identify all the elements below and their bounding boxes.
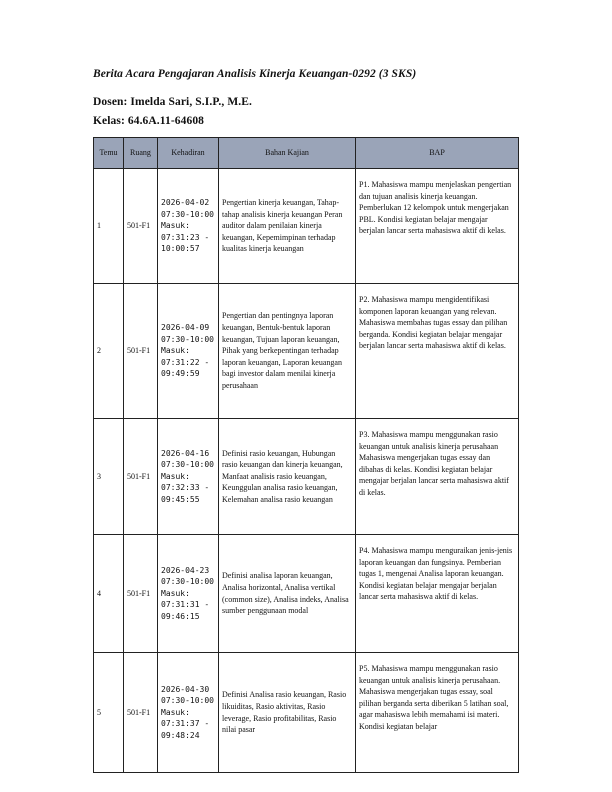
teaching-record-table [93,137,519,773]
table-row [94,284,519,419]
ruang-cell: 501-F1 [124,169,158,284]
temu-cell: 3 [94,419,124,535]
ruang-cell: 501-F1 [124,419,158,535]
bap-cell: P4. Mahasiswa mampu menguraikan jenis-jenis laporan keuangan dan fungsinya. Pemberian tugas 1, mengenai Analisa laporan keuangan. Kondisi kegiatan belajar mengajar berjalan lancar serta mahasiswa aktif di kelas. [356,535,519,653]
bahan-kajian-cell: Pengertian kinerja keuangan, Tahap-tahap analisis kinerja keuangan Peran auditor dalam penilaian kinerja keuangan, Kepemimpinan terhadap kualitas kinerja keuangan [219,169,356,284]
ruang-cell: 501-F1 [124,284,158,419]
bap-cell: P3. Mahasiswa mampu menggunakan rasio keuangan untuk analisis kinerja perusahaan Mahasiswa mengerjakan tugas essay dan dibahas di kelas. Kondisi kegiatan belajar mengajar berjalan lancar serta mahasiswa aktif di kelas. [356,419,519,535]
ruang-cell: 501-F1 [124,535,158,653]
table-row [94,169,519,284]
kehadiran-cell: 2026-04-02 07:30-10:00 Masuk: 07:31:23 - 10:00:57 [158,169,219,284]
kehadiran-cell: 2026-04-30 07:30-10:00 Masuk: 07:31:37 - 09:48:24 [158,653,219,773]
column-header-ruang: Ruang [124,138,158,169]
column-header-bahan-kajian: Bahan Kajian [219,138,356,169]
bap-cell: P5. Mahasiswa mampu menggunakan rasio keuangan untuk analisis kinerja perusahaan. Mahasiswa mengerjakan tugas essay, soal pilihan berganda serta diberikan 5 latihan soal, agar mahasiswa lebih memahami isi materi. Kondisi kegiatan belajar [356,653,519,773]
column-header-bap: BAP [356,138,519,169]
ruang-cell: 501-F1 [124,653,158,773]
kehadiran-cell: 2026-04-16 07:30-10:00 Masuk: 07:32:33 - 09:45:55 [158,419,219,535]
bap-cell: P2. Mahasiswa mampu mengidentifikasi komponen laporan keuangan yang relevan. Mahasiswa membahas tugas essay dan pilihan berganda. Kondisi kegiatan belajar mengajar berjalan lancar serta mahasiswa aktif di kelas. [356,284,519,419]
temu-cell: 5 [94,653,124,773]
document-title: Berita Acara Pengajaran Analisis Kinerja Keuangan-0292 (3 SKS) [93,68,417,80]
table-header-row [94,138,519,169]
column-header-kehadiran: Kehadiran [158,138,219,169]
table-row [94,653,519,773]
bahan-kajian-cell: Definisi Analisa rasio keuangan, Rasio likuiditas, Rasio aktivitas, Rasio leverage, Rasio profitabilitas, Rasio nilai pasar [219,653,356,773]
class-line: Kelas: 64.6A.11-64608 [93,115,205,127]
lecturer-line: Dosen: Imelda Sari, S.I.P., M.E. [93,96,252,108]
bahan-kajian-cell: Definisi analisa laporan keuangan, Analisa horizontal, Analisa vertikal (common size), Analisa indeks, Analisa sumber penggunaan modal [219,535,356,653]
bahan-kajian-cell: Pengertian dan pentingnya laporan keuangan, Bentuk-bentuk laporan keuangan, Tujuan laporan keuangan, Pihak yang berkepentingan terhadap laporan keuangan, Laporan keuangan bagi investor dalam menilai kinerja perusahaan [219,284,356,419]
temu-cell: 1 [94,169,124,284]
kehadiran-cell: 2026-04-23 07:30-10:00 Masuk: 07:31:31 - 09:46:15 [158,535,219,653]
temu-cell: 2 [94,284,124,419]
column-header-temu: Temu [94,138,124,169]
kehadiran-cell: 2026-04-09 07:30-10:00 Masuk: 07:31:22 - 09:49:59 [158,284,219,419]
bap-cell: P1. Mahasiswa mampu menjelaskan pengertian dan tujuan analisis kinerja keuangan. Pemberlukan 12 kelompok untuk mengerjakan PBL. Kondisi kegiatan belajar mengajar berjalan lancar serta mahasiswa aktif di kelas. [356,169,519,284]
temu-cell: 4 [94,535,124,653]
table-row [94,419,519,535]
bahan-kajian-cell: Definisi rasio keuangan, Hubungan rasio keuangan dan kinerja keuangan, Manfaat analisis rasio keuangan, Keunggulan analisa rasio keuangan, Kelemahan analisa rasio keuangan [219,419,356,535]
table-row [94,535,519,653]
